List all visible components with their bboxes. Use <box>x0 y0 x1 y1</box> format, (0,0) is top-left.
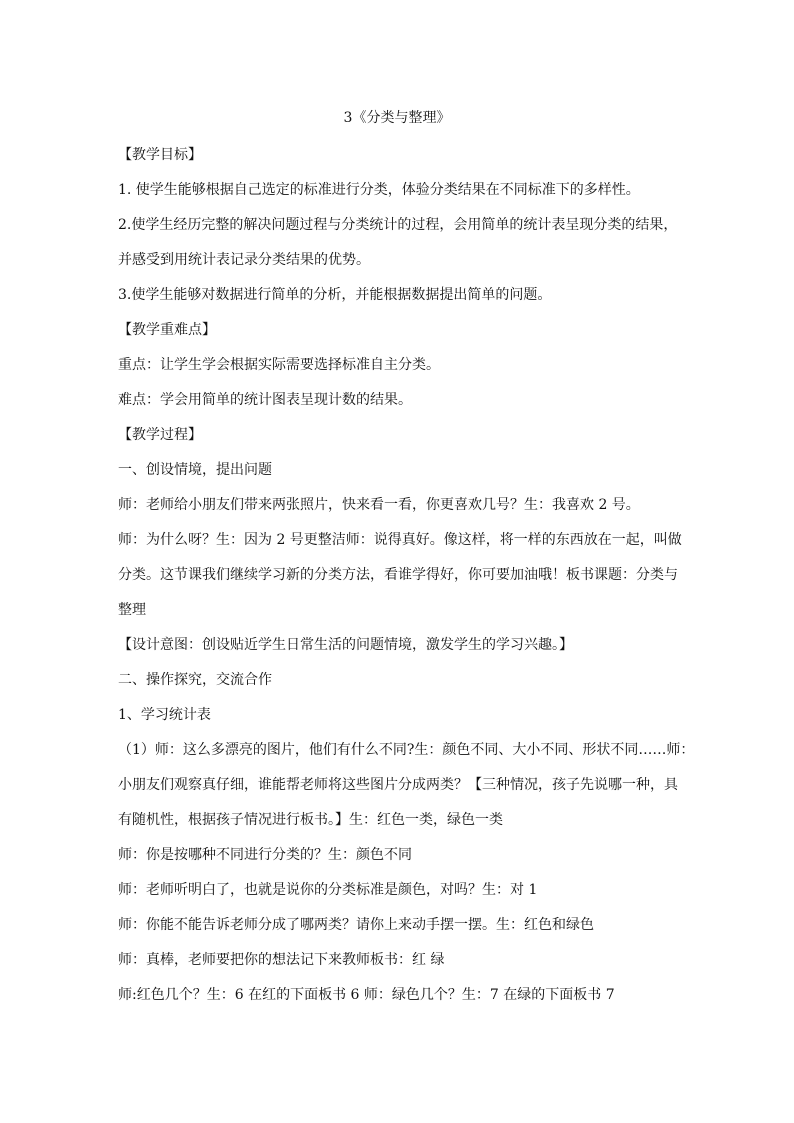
paragraph-1: 师：老师给小朋友们带来两张照片，快来看一看，你更喜欢几号？生：我喜欢 2 号。 <box>118 497 640 513</box>
goal-item-2-line-1: 2.使学生经历完整的解决问题过程与分类统计的过程，会用简单的统计表呈现分类的结果， <box>118 217 678 233</box>
document-title: 3《分类与整理》 <box>343 110 451 126</box>
sub-item-1: 1、学习统计表 <box>118 707 211 723</box>
subsection-heading-2: 二、操作探究，交流合作 <box>118 672 272 688</box>
section-heading-process: 【教学过程】 <box>118 427 202 443</box>
section-heading-key: 【教学重难点】 <box>118 322 216 338</box>
goal-item-3: 3.使学生能够对数据进行简单的分析，并能根据数据提出简单的问题。 <box>118 287 552 303</box>
paragraph-4: 师：你是按哪种不同进行分类的？生：颜色不同 <box>118 847 412 863</box>
goal-item-2-line-2: 并感受到用统计表记录分类结果的优势。 <box>118 252 370 268</box>
subsection-heading-1: 一、创设情境，提出问题 <box>118 462 272 478</box>
key-point: 重点：让学生学会根据实际需要选择标准自主分类。 <box>118 357 440 373</box>
hard-point: 难点：学会用简单的统计图表呈现计数的结果。 <box>118 392 412 408</box>
paragraph-5: 师：老师听明白了，也就是说你的分类标准是颜色，对吗？生：对 1 <box>118 882 538 898</box>
paragraph-3-line-2: 小朋友们观察真仔细，谁能帮老师将这些图片分成两类？【三种情况，孩子先说哪一种，具 <box>118 777 678 793</box>
paragraph-3-line-1: （1）师：这么多漂亮的图片，他们有什么不同?生：颜色不同、大小不同、形状不同……师： <box>118 742 695 758</box>
paragraph-8: 师:红色几个？生：6 在红的下面板书 6 师：绿色几个？生：7 在绿的下面板书 7 <box>118 987 615 1003</box>
paragraph-3-line-3: 有随机性，根据孩子情况进行板书。】生：红色一类，绿色一类 <box>118 812 503 828</box>
paragraph-6: 师：你能不能告诉老师分成了哪两类？请你上来动手摆一摆。生：红色和绿色 <box>118 917 594 933</box>
paragraph-2-line-1: 师：为什么呀？生：因为 2 号更整洁师：说得真好。像这样，将一样的东西放在一起，叫做 <box>118 532 682 548</box>
design-intent: 【设计意图：创设贴近学生日常生活的问题情境，激发学生的学习兴趣。】 <box>118 637 573 653</box>
paragraph-2-line-3: 整理 <box>118 602 146 618</box>
paragraph-2-line-2: 分类。这节课我们继续学习新的分类方法，看谁学得好，你可要加油哦！板书课题：分类与 <box>118 567 678 583</box>
goal-item-1: 1. 使学生能够根据自己选定的标准进行分类，体验分类结果在不同标准下的多样性。 <box>118 182 640 198</box>
heading-text: 【教学目标】 <box>118 147 202 163</box>
paragraph-7: 师：真棒，老师要把你的想法记下来教师板书：红 绿 <box>118 952 445 968</box>
section-heading-goals <box>118 138 695 1013</box>
